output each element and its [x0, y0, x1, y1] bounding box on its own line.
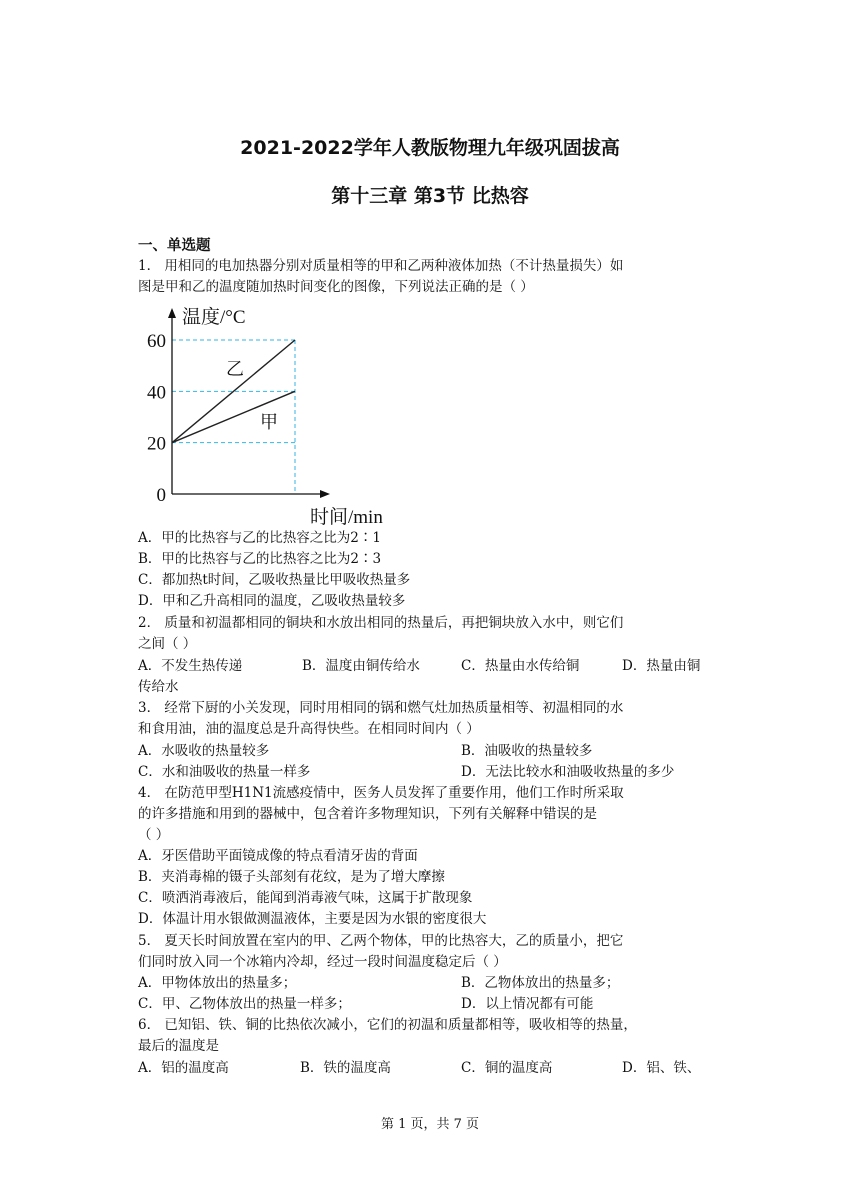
q5-option-a[interactable]: A．甲物体放出的热量多；	[138, 975, 297, 991]
q4-line-3: （ ）	[138, 827, 170, 843]
q3-line-2: 和食用油，油的温度总是升高得快些。在相同时间内（ ）	[138, 721, 480, 737]
q6-option-a[interactable]: A．铝的温度高	[138, 1060, 229, 1076]
page-footer: 第 1 页，共 7 页	[380, 1117, 480, 1132]
q5-line-2: 们同时放入同一个冰箱内冷却，经过一段时间温度稳定后（ ）	[138, 954, 507, 970]
q2-option-b[interactable]: B．温度由铜传给水	[302, 658, 420, 674]
q6-option-d[interactable]: D．铝、铁、	[622, 1060, 701, 1076]
q3-option-d[interactable]: D．无法比较水和油吸收热量的多少	[461, 764, 675, 780]
q1-option-d[interactable]: D．甲和乙升高相同的温度，乙吸收热量较多	[138, 593, 406, 609]
q2-line-2: 之间（ ）	[138, 636, 197, 652]
section-heading: 一、单选题	[138, 238, 211, 254]
q4-option-a[interactable]: A．牙医借助平面镜成像的特点看清牙齿的背面	[138, 848, 418, 864]
q3-option-c[interactable]: C．水和油吸收的热量一样多	[138, 764, 311, 780]
q5-option-b[interactable]: B．乙物体放出的热量多；	[461, 975, 620, 991]
y-tick-label-60: 60	[147, 331, 166, 352]
q2-option-a[interactable]: A．不发生热传递	[138, 658, 243, 674]
q4-option-c[interactable]: C．喷洒消毒液后，能闻到消毒液气味，这属于扩散现象	[138, 890, 473, 906]
q6-line-1: 6． 已知铝、铁、铜的比热依次减小，它们的初温和质量都相等，吸收相等的热量，	[138, 1017, 637, 1033]
q4-option-d[interactable]: D．体温计用水银做测温液体，主要是因为水银的密度很大	[138, 911, 487, 927]
x-axis-label: 时间/min	[310, 507, 383, 528]
q1-line-2: 图是甲和乙的温度随加热时间变化的图像，下列说法正确的是（ ）	[138, 279, 534, 295]
q1-option-a[interactable]: A．甲的比热容与乙的比热容之比为2∶1	[138, 530, 381, 546]
q6-line-2: 最后的温度是	[138, 1038, 219, 1054]
y-tick-label-0: 0	[156, 485, 166, 506]
page-title: 2021-2022学年人教版物理九年级巩固拔高	[240, 137, 620, 159]
q1-option-c[interactable]: C．都加热t时间，乙吸收热量比甲吸收热量多	[138, 572, 411, 588]
q6-option-b[interactable]: B．铁的温度高	[300, 1060, 391, 1076]
q1-line-1: 1． 用相同的电加热器分别对质量相等的甲和乙两种液体加热（不计热量损失）如	[138, 258, 624, 274]
y-axis-label: 温度/°C	[182, 307, 246, 328]
q5-line-1: 5． 夏天长时间放置在室内的甲、乙两个物体，甲的比热容大，乙的质量小，把它	[138, 933, 624, 949]
q2-option-d[interactable]: D．热量由铜	[622, 658, 701, 674]
q2-option-d-wrap: 传给水	[138, 679, 179, 695]
q3-line-1: 3． 经常下厨的小关发现，同时用相同的锅和燃气灶加热质量相等、初温相同的水	[138, 700, 624, 716]
y-axis-arrow	[168, 308, 176, 318]
page-subtitle: 第十三章 第3节 比热容	[331, 185, 529, 207]
q1-option-b[interactable]: B．甲的比热容与乙的比热容之比为2∶3	[138, 551, 382, 567]
x-axis-arrow	[320, 490, 330, 498]
q5-option-c[interactable]: C．甲、乙物体放出的热量一样多；	[138, 996, 351, 1012]
q3-option-b[interactable]: B．油吸收的热量较多	[461, 743, 593, 759]
q5-option-d[interactable]: D．以上情况都有可能	[461, 996, 594, 1012]
q6-option-c[interactable]: C．铜的温度高	[461, 1060, 553, 1076]
series-label-0: 乙	[226, 359, 244, 379]
y-tick-label-40: 40	[147, 382, 166, 404]
q3-option-a[interactable]: A．水吸收的热量较多	[138, 743, 270, 759]
q2-option-c[interactable]: C．热量由水传给铜	[461, 658, 580, 674]
series-label-1: 甲	[260, 412, 278, 432]
q4-option-b[interactable]: B．夹消毒棉的镊子头部刻有花纹，是为了增大摩擦	[138, 869, 445, 885]
q2-line-1: 2． 质量和初温都相同的铜块和水放出相同的热量后，再把铜块放入水中，则它们	[138, 615, 624, 631]
temperature-time-chart	[138, 302, 383, 528]
y-tick-label-20: 20	[147, 433, 166, 455]
q4-line-1: 4． 在防范甲型H1N1流感疫情中，医务人员发挥了重要作用，他们工作时所采取	[138, 785, 624, 801]
q4-line-2: 的许多措施和用到的器械中，包含着许多物理知识，下列有关解释中错误的是	[138, 806, 597, 822]
